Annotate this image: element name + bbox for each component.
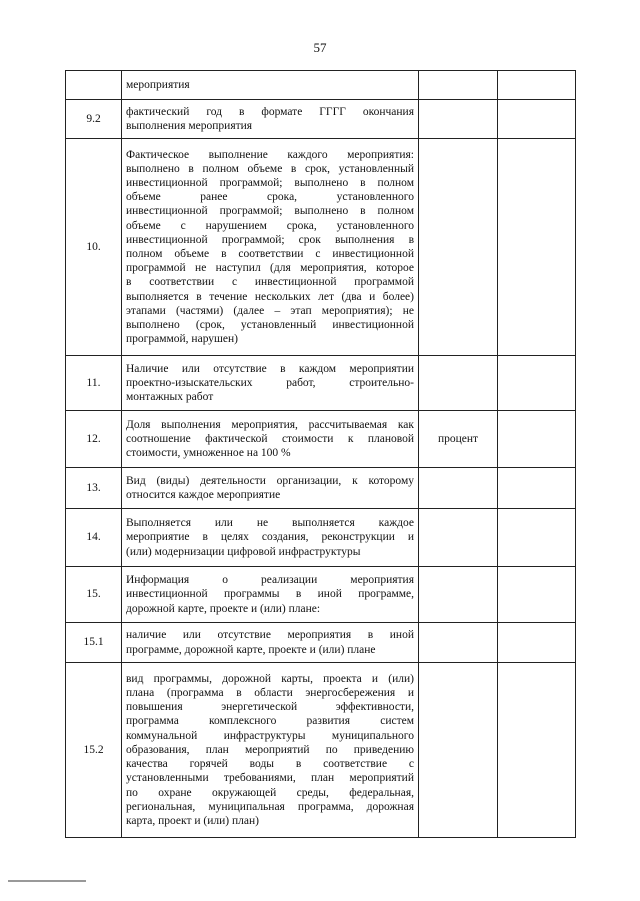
description-line: полном объеме в соответствии с инвестиционной bbox=[126, 248, 414, 260]
description-line: Наличие или отсутствие в каждом мероприятии bbox=[126, 362, 414, 375]
value-cell bbox=[498, 356, 576, 411]
value-cell bbox=[498, 663, 576, 838]
description-line: образования, план мероприятий по приведению bbox=[126, 743, 414, 756]
description-line: инвестиционной программой; срок выполнения в bbox=[126, 233, 414, 246]
description-line: коммунальной инфраструктуры муниципального bbox=[126, 729, 414, 742]
unit-cell bbox=[419, 567, 498, 623]
unit-cell bbox=[419, 468, 498, 509]
value-cell bbox=[498, 509, 576, 567]
description-line: Вид (виды) деятельности организации, к которому bbox=[126, 474, 414, 487]
description-line: программой не наступил (для мероприятия, которое bbox=[126, 262, 414, 275]
description-line: региональная, муниципальная программа, дорожная bbox=[126, 800, 414, 813]
table-row bbox=[66, 71, 576, 100]
description-line: Информация о реализации мероприятия bbox=[126, 574, 414, 587]
description-line: фактический год в формате ГГГГ окончания bbox=[126, 105, 414, 118]
description-line: Выполняется или не выполняется каждое bbox=[126, 517, 414, 530]
description-line: карта, проект и (или) план) bbox=[126, 814, 259, 827]
row-number: 10. bbox=[66, 139, 122, 356]
description-line: Фактическое выполнение каждого мероприятия: bbox=[126, 148, 414, 161]
unit-cell bbox=[419, 623, 498, 663]
description-line: качества горячей воды в соответствие с bbox=[126, 758, 414, 771]
description-line: дорожной карте, проекте и (или) плане: bbox=[126, 602, 321, 615]
value-cell bbox=[498, 468, 576, 509]
table-row bbox=[66, 663, 576, 838]
indicator-description bbox=[122, 468, 419, 509]
table-row bbox=[66, 567, 576, 623]
description-line: выполнено в полном объеме в срок, установленный bbox=[126, 162, 414, 175]
description-line: стоимости, умноженное на 100 % bbox=[126, 447, 291, 460]
description-line: наличие или отсутствие мероприятия в иной bbox=[126, 629, 414, 642]
table-row bbox=[66, 356, 576, 411]
value-cell bbox=[498, 139, 576, 356]
description-line: объеме с нарушением срока, установленного bbox=[126, 219, 414, 232]
row-number: 12. bbox=[66, 411, 122, 468]
value-cell bbox=[498, 623, 576, 663]
unit-cell: процент bbox=[419, 411, 498, 468]
description-line: Доля выполнения мероприятия, рассчитываемая как bbox=[126, 418, 414, 431]
value-cell bbox=[498, 71, 576, 100]
description-line: программа комплексного развития систем bbox=[126, 715, 414, 728]
description-line: соотношение фактической стоимости к плановой bbox=[126, 432, 414, 445]
row-number: 15.2 bbox=[66, 663, 122, 838]
description-line: программе, дорожной карте, проекте и (или) плане bbox=[126, 643, 376, 656]
description-line: этапами (частями) (далее – этап мероприятия); не bbox=[126, 304, 414, 317]
indicator-description bbox=[122, 509, 419, 567]
description-line: по охране окружающей среды, федеральная, bbox=[126, 786, 414, 799]
description-line: инвестиционной программой; выполнено в полном bbox=[126, 176, 414, 189]
description-line: выполняется в течение нескольких лет (два и более) bbox=[126, 290, 414, 303]
indicator-description bbox=[122, 623, 419, 663]
indicator-description bbox=[122, 71, 419, 100]
row-number: 15. bbox=[66, 567, 122, 623]
description-line: (или) модернизации цифровой инфраструктуры bbox=[126, 545, 361, 558]
description-line: выполнения мероприятия bbox=[126, 120, 253, 132]
page-number: 57 bbox=[313, 40, 327, 55]
row-number bbox=[66, 71, 122, 100]
row-number: 9.2 bbox=[66, 100, 122, 139]
value-cell bbox=[498, 100, 576, 139]
indicator-description bbox=[122, 663, 419, 838]
description-line: инвестиционной программой; выполнено в полном bbox=[126, 205, 414, 218]
value-cell bbox=[498, 567, 576, 623]
table-row bbox=[66, 411, 576, 468]
description-line: монтажных работ bbox=[126, 391, 214, 404]
indicator-description bbox=[122, 411, 419, 468]
description-line: относится каждое мероприятие bbox=[126, 489, 281, 501]
unit-cell bbox=[419, 100, 498, 139]
description-line: мероприятие в целях создания, реконструкции и bbox=[126, 531, 414, 544]
description-line: установленными требованиями, план мероприятий bbox=[126, 772, 414, 785]
row-number: 15.1 bbox=[66, 623, 122, 663]
scan-edge-mark bbox=[8, 880, 86, 882]
unit-cell bbox=[419, 356, 498, 411]
table-row bbox=[66, 100, 576, 139]
unit-cell bbox=[419, 71, 498, 100]
description-line: вид программы, дорожной карты, проекта и (или) bbox=[126, 672, 414, 685]
unit-cell bbox=[419, 663, 498, 838]
table-row bbox=[66, 139, 576, 356]
description-line: инвестиционной программы в иной программе, bbox=[126, 588, 414, 601]
description-line: объеме ранее срока, установленного bbox=[126, 191, 414, 204]
row-number: 13. bbox=[66, 468, 122, 509]
description-line: проектно-изыскательских работ, строительно- bbox=[126, 376, 414, 389]
description-line: повышения энергетической эффективности, bbox=[126, 701, 414, 714]
description-line: в соответствии с инвестиционной программой bbox=[126, 276, 414, 289]
unit-cell bbox=[419, 139, 498, 356]
indicator-description bbox=[122, 567, 419, 623]
indicator-description bbox=[122, 139, 419, 356]
table-row bbox=[66, 468, 576, 509]
row-number: 14. bbox=[66, 509, 122, 567]
value-cell bbox=[498, 411, 576, 468]
table-row bbox=[66, 623, 576, 663]
row-number: 11. bbox=[66, 356, 122, 411]
description-line: плана (программа в области энергосбережения и bbox=[126, 687, 414, 700]
table-row bbox=[66, 509, 576, 567]
description-line: выполнено (срок, установленный инвестиционной bbox=[126, 319, 414, 332]
unit-cell bbox=[419, 509, 498, 567]
description-line: мероприятия bbox=[126, 78, 190, 91]
indicator-description bbox=[122, 100, 419, 139]
description-line: программой, нарушен) bbox=[126, 333, 238, 346]
indicators-table bbox=[65, 70, 576, 838]
indicator-description bbox=[122, 356, 419, 411]
